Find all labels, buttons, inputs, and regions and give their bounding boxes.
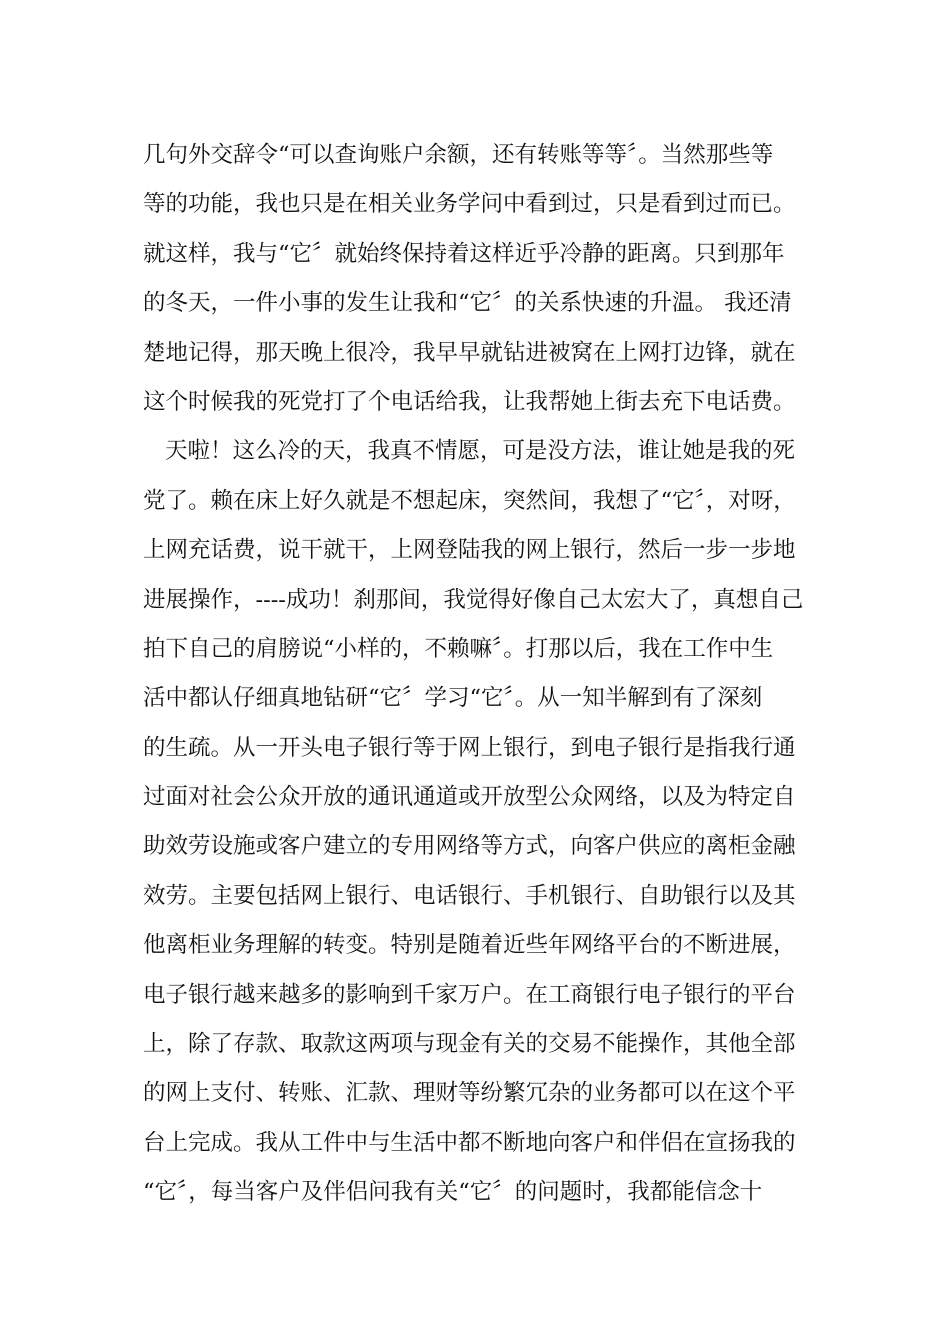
text-line: 他离柜业务理解的转变。特别是随着近些年网络平台的不断进展， (143, 932, 796, 959)
text-line: 电子银行越来越多的影响到千家万户。在工商银行电子银行的平台 (143, 981, 796, 1008)
text-line: 上，除了存款、取款这两项与现金有关的交易不能操作，其他全部 (143, 1031, 796, 1058)
text-line: 助效劳设施或客户建立的专用网络等方式，向客户供应的离柜金融 (143, 833, 796, 860)
text-line: 活中都认仔细真地钻研“它〞学习“它〞。从一知半解到有了深刻 (143, 685, 763, 712)
text-line: 的网上支付、转账、汇款、理财等纷繁冗杂的业务都可以在这个平 (143, 1080, 796, 1107)
text-line: 几句外交辞令“可以查询账户余额，还有转账等等〞。当然那些等 (143, 142, 774, 168)
text-line: “它〞，每当客户及伴侣问我有关“它〞的问题时，我都能信念十 (143, 1179, 763, 1206)
text-line: 党了。赖在床上好久就是不想起床，突然间，我想了“它〞，对呀， (143, 487, 796, 514)
text-line: 就这样，我与“它〞就始终保持着这样近乎冷静的距离。只到那年 (143, 240, 785, 267)
text-line: 楚地记得，那天晚上很冷，我早早就钻进被窝在上网打边锋，就在 (143, 339, 796, 366)
text-line: 的冬天，一件小事的发生让我和“它〞的关系快速的升温。 我还清 (143, 290, 792, 317)
text-line: 台上完成。我从工件中与生活中都不断地向客户和伴侣在宣扬我的 (143, 1129, 796, 1156)
paragraph-first-line: 天啦！这么冷的天，我真不情愿，可是没方法，谁让她是我的死 (165, 438, 796, 465)
body-text (143, 131, 833, 1218)
text-line: 进展操作，----成功！刹那间，我觉得好像自己太宏大了，真想自己 (143, 586, 804, 613)
text-line: 的生疏。从一开头电子银行等于网上银行，到电子银行是指我行通 (143, 734, 796, 761)
text-line: 过面对社会公众开放的通讯通道或开放型公众网络，以及为特定自 (143, 784, 796, 811)
text-line: 这个时候我的死党打了个电话给我，让我帮她上街去充下电话费。 (143, 388, 796, 415)
text-line: 等的功能，我也只是在相关业务学问中看到过，只是看到过而已。 (143, 191, 796, 218)
text-line: 效劳。主要包括网上银行、电话银行、手机银行、自助银行以及其 (143, 882, 796, 909)
text-line: 拍下自己的肩膀说“小样的，不赖嘛〞。打那以后，我在工作中生 (143, 635, 774, 662)
text-line: 上网充话费，说干就干，上网登陆我的网上银行，然后一步一步地 (143, 537, 796, 564)
